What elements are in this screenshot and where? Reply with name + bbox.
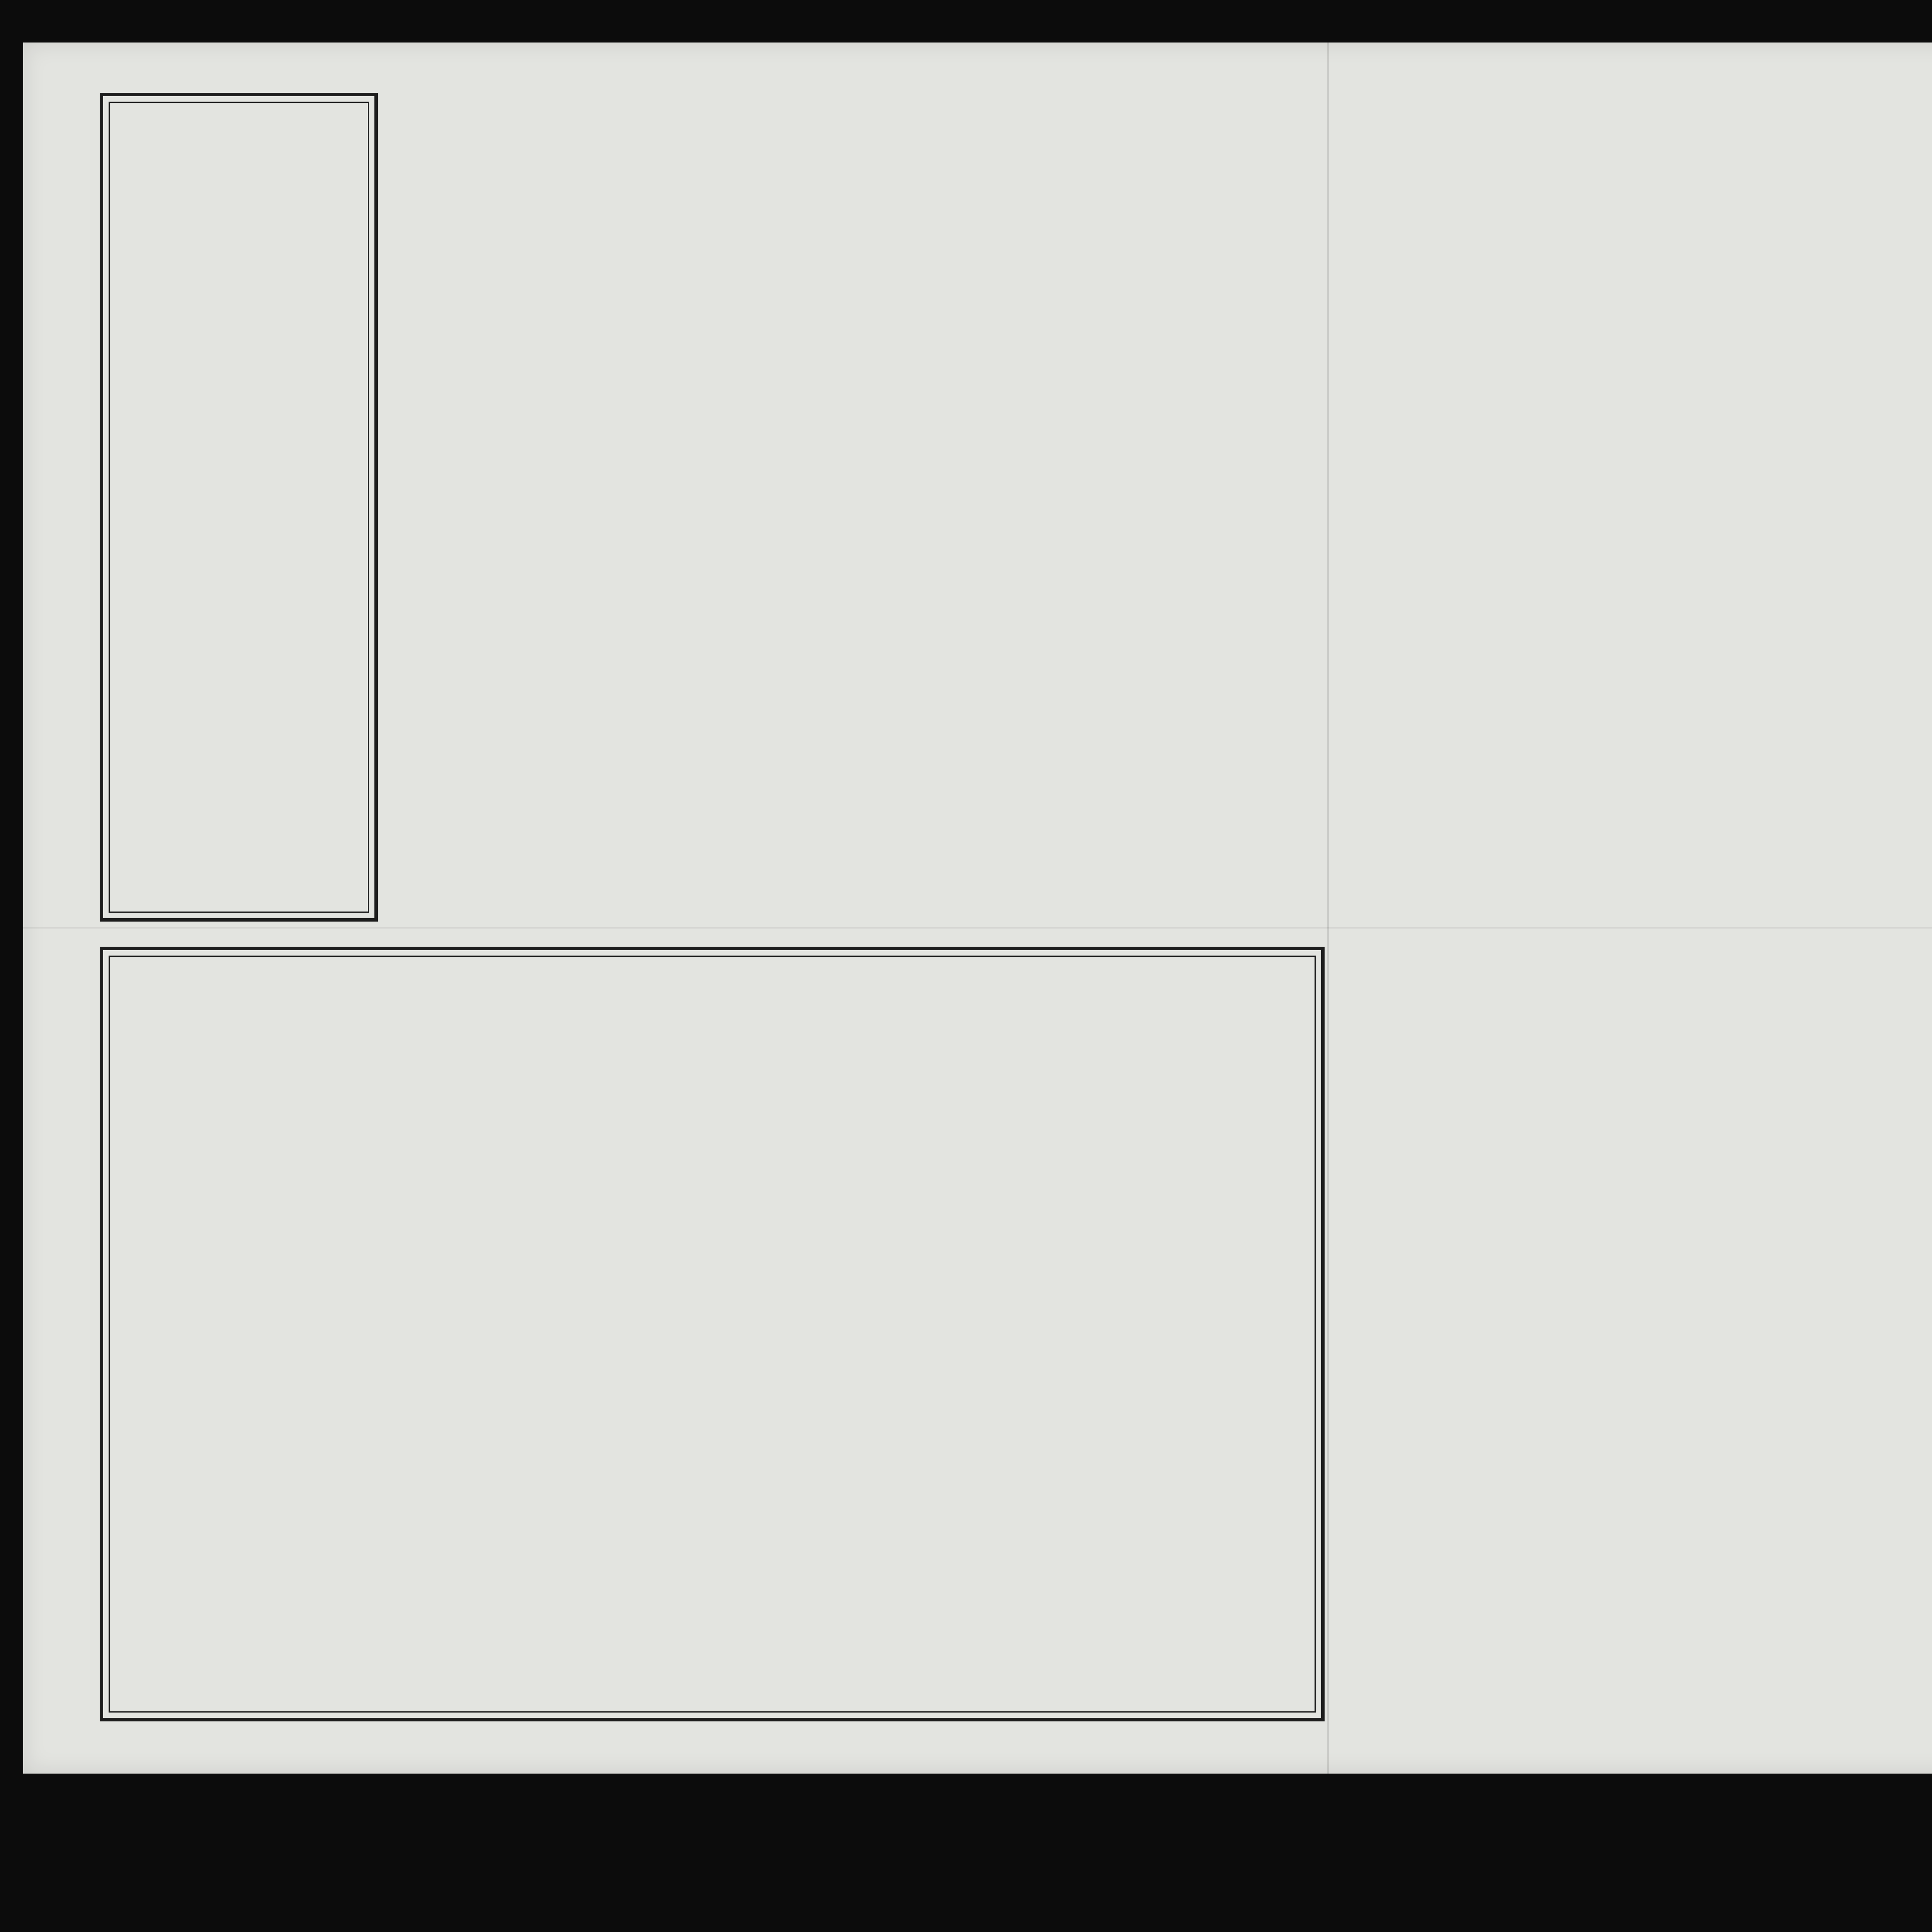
- winning-notice-box: [100, 93, 378, 922]
- law-text-box: [100, 947, 1325, 1721]
- horizontal-fold: [23, 927, 1932, 929]
- law-text: [694, 677, 731, 1932]
- vertical-fold: [1327, 43, 1329, 1774]
